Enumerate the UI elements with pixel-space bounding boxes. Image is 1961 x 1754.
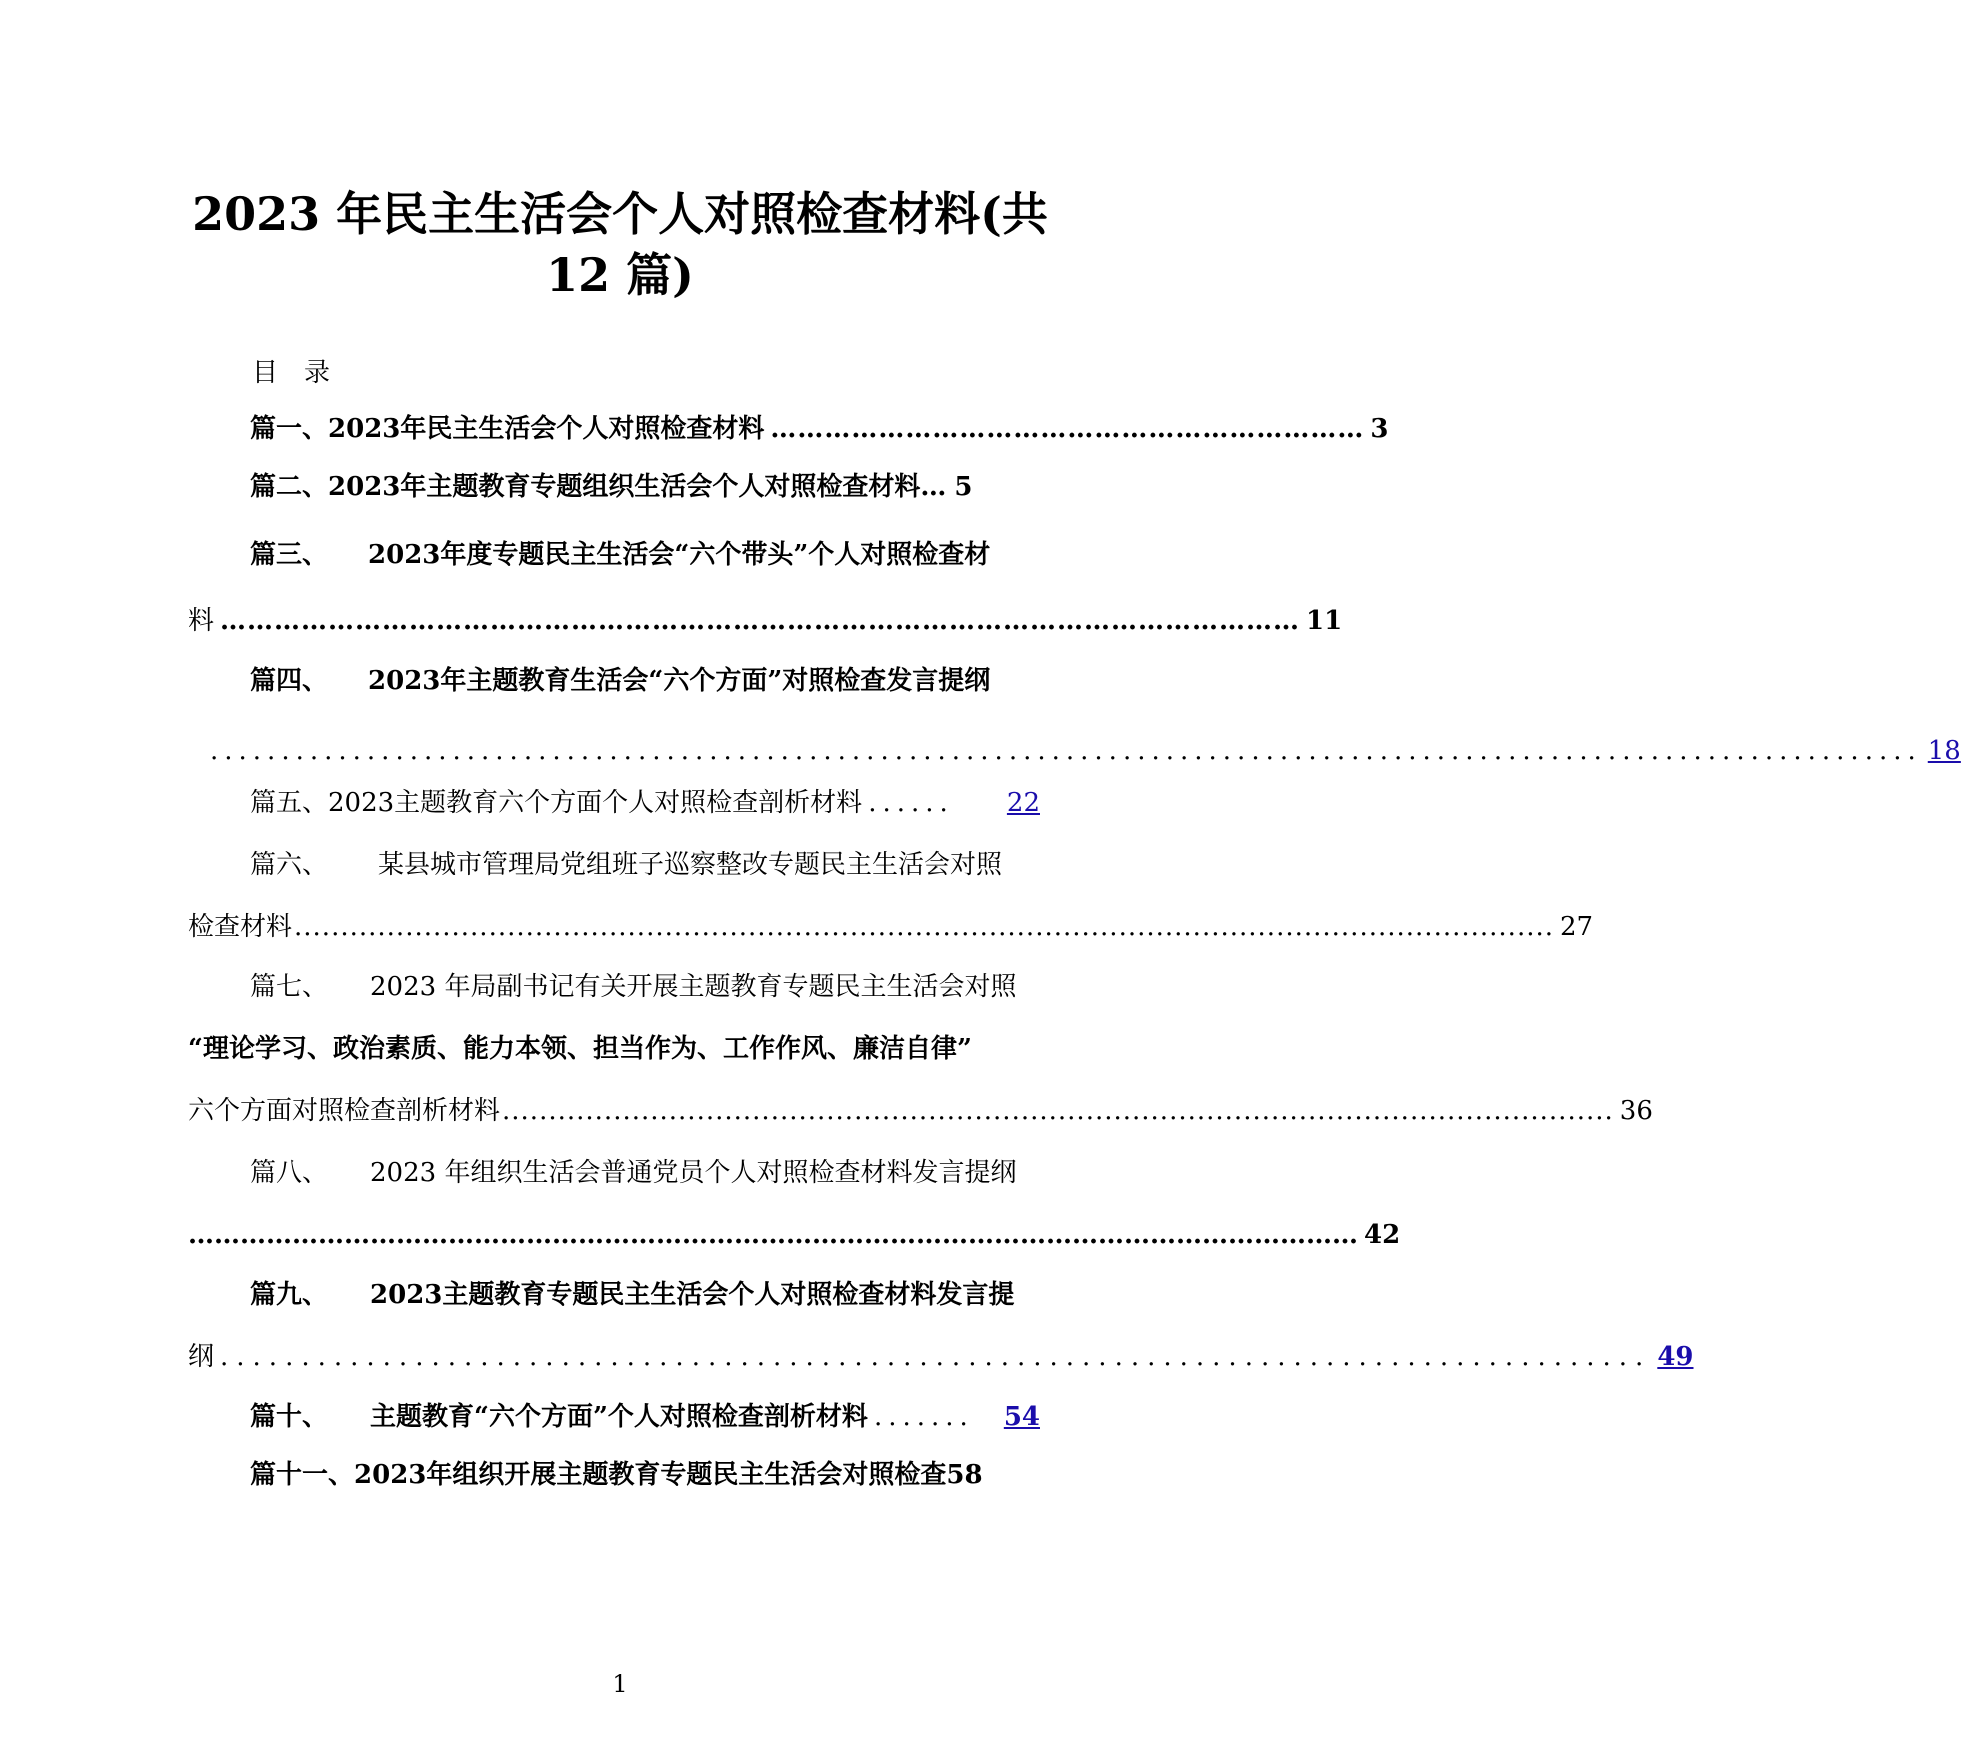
toc-entry-3[interactable] [250,538,1050,572]
toc-entry-9-page[interactable]: 49 [1657,1342,1694,1372]
toc-entry-3-page: 11 [1306,606,1343,636]
toc-entry-10[interactable] [250,1400,1040,1434]
toc-entry-3-text: 2023年度专题民主生活会“六个带头”个人对照检查材 [368,540,991,570]
toc-entry-2-prefix: 篇二、 [250,472,329,502]
toc-entry-11-text: 2023年组织开展主题教育专题民主生活会对照检查 [354,1460,947,1490]
toc-entry-9[interactable] [250,1278,1050,1312]
footer-page-number: 1 [612,1670,628,1698]
toc-entry-1[interactable] [250,412,1389,446]
toc-entry-8-continuation[interactable] [188,1218,1401,1252]
toc-leader-dots: ………………………………………………………… [770,414,1365,444]
toc-entry-4-page[interactable]: 18 [1927,736,1961,766]
toc-entry-6-text: 某县城市管理局党组班子巡察整改专题民主生活会对照 [378,850,1003,880]
toc-entry-4-text: 2023年主题教育生活会“六个方面”对照检查发言提纲 [368,666,991,696]
toc-entry-7-cont-bold: “理论学习、政治素质、能力本领、担当作为、工作作风、廉洁自律” [188,1034,972,1064]
document-title-line-2: 12 篇) [546,248,694,302]
document-title-line-1: 2023 年民主生活会个人对照检查材料(共 [192,187,1048,241]
toc-entry-8-text: 2023 年组织生活会普通党员个人对照检查材料发言提纲 [370,1158,1017,1188]
toc-entry-6-page: 27 [1560,912,1594,942]
toc-entry-4-prefix: 篇四、 [250,666,329,696]
toc-entry-6-continuation[interactable] [188,910,1594,944]
toc-entry-5-page[interactable]: 22 [1006,788,1040,818]
toc-entry-2-text: 2023年主题教育专题组织生活会个人对照检查材料… [328,472,947,502]
toc-entry-6-cont: 检查材料 [188,912,293,942]
toc-entry-8-page: 42 [1364,1220,1401,1250]
toc-entry-10-prefix: 篇十、 [250,1402,329,1432]
toc-entry-6[interactable] [250,848,1050,882]
toc-entry-9-prefix: 篇九、 [250,1280,329,1310]
toc-entry-9-continuation[interactable] [188,1340,1694,1374]
toc-entry-3-cont: 料 [188,606,215,636]
toc-entry-7-prefix: 篇七、 [250,972,329,1002]
toc-entry-5-prefix: 篇五、 [250,788,329,818]
toc-entry-1-text: 2023年民主生活会个人对照检查材料 [328,414,765,444]
toc-heading: 目录 [252,358,357,388]
toc-entry-2[interactable] [250,470,1050,504]
toc-entry-8[interactable] [250,1156,1050,1190]
toc-entry-4-continuation[interactable] [210,734,1961,768]
toc-entry-3-prefix: 篇三、 [250,540,329,570]
toc-entry-9-cont: 纲 [188,1342,215,1372]
toc-leader-dots: ........................................................................................................................ [210,736,1922,766]
toc-entry-11-page: 58 [946,1460,983,1490]
toc-entry-7-continuation-1[interactable] [188,1032,1050,1066]
toc-entry-6-prefix: 篇六、 [250,850,329,880]
toc-entry-1-prefix: 篇一、 [250,414,329,444]
toc-leader-dots: ........................................................................................................................................ [294,912,1555,942]
toc-entry-8-prefix: 篇八、 [250,1158,329,1188]
toc-leader-dots: ………………………………………………………………………………………………………… [220,606,1301,636]
toc-entry-5-text: 2023主题教育六个方面个人对照检查剖析材料 [328,788,863,818]
toc-entry-7-cont: 六个方面对照检查剖析材料 [188,1096,501,1126]
toc-entry-2-page: 5 [954,472,973,502]
toc-entry-7-continuation-2[interactable] [188,1094,1653,1128]
toc-entry-5[interactable] [250,786,1040,820]
toc-entry-7[interactable] [250,970,1050,1004]
toc-entry-10-page[interactable]: 54 [1003,1402,1040,1432]
toc-leader-dots: ........................................................................................ [220,1342,1652,1372]
toc-leader-dots: ...... [868,788,954,818]
toc-entry-3-continuation[interactable] [188,604,1343,638]
toc-entry-10-text: 主题教育“六个方面”个人对照检查剖析材料 [370,1402,868,1432]
toc-entry-11[interactable] [250,1458,1050,1492]
toc-entry-11-prefix: 篇十一、 [250,1460,355,1490]
toc-entry-4[interactable] [250,664,1050,698]
toc-entry-9-text: 2023主题教育专题民主生活会个人对照检查材料发言提 [370,1280,1015,1310]
toc-leader-dots: ....... [873,1402,974,1432]
toc-leader-dots: ……………………………………………………………………………………………………………………… [188,1220,1358,1250]
toc-entry-7-text: 2023 年局副书记有关开展主题教育专题民主生活会对照 [370,972,1017,1002]
toc-entry-1-page: 3 [1370,414,1389,444]
toc-leader-dots: ........................................................................................................................ [502,1096,1614,1126]
toc-entry-7-page: 36 [1619,1096,1653,1126]
